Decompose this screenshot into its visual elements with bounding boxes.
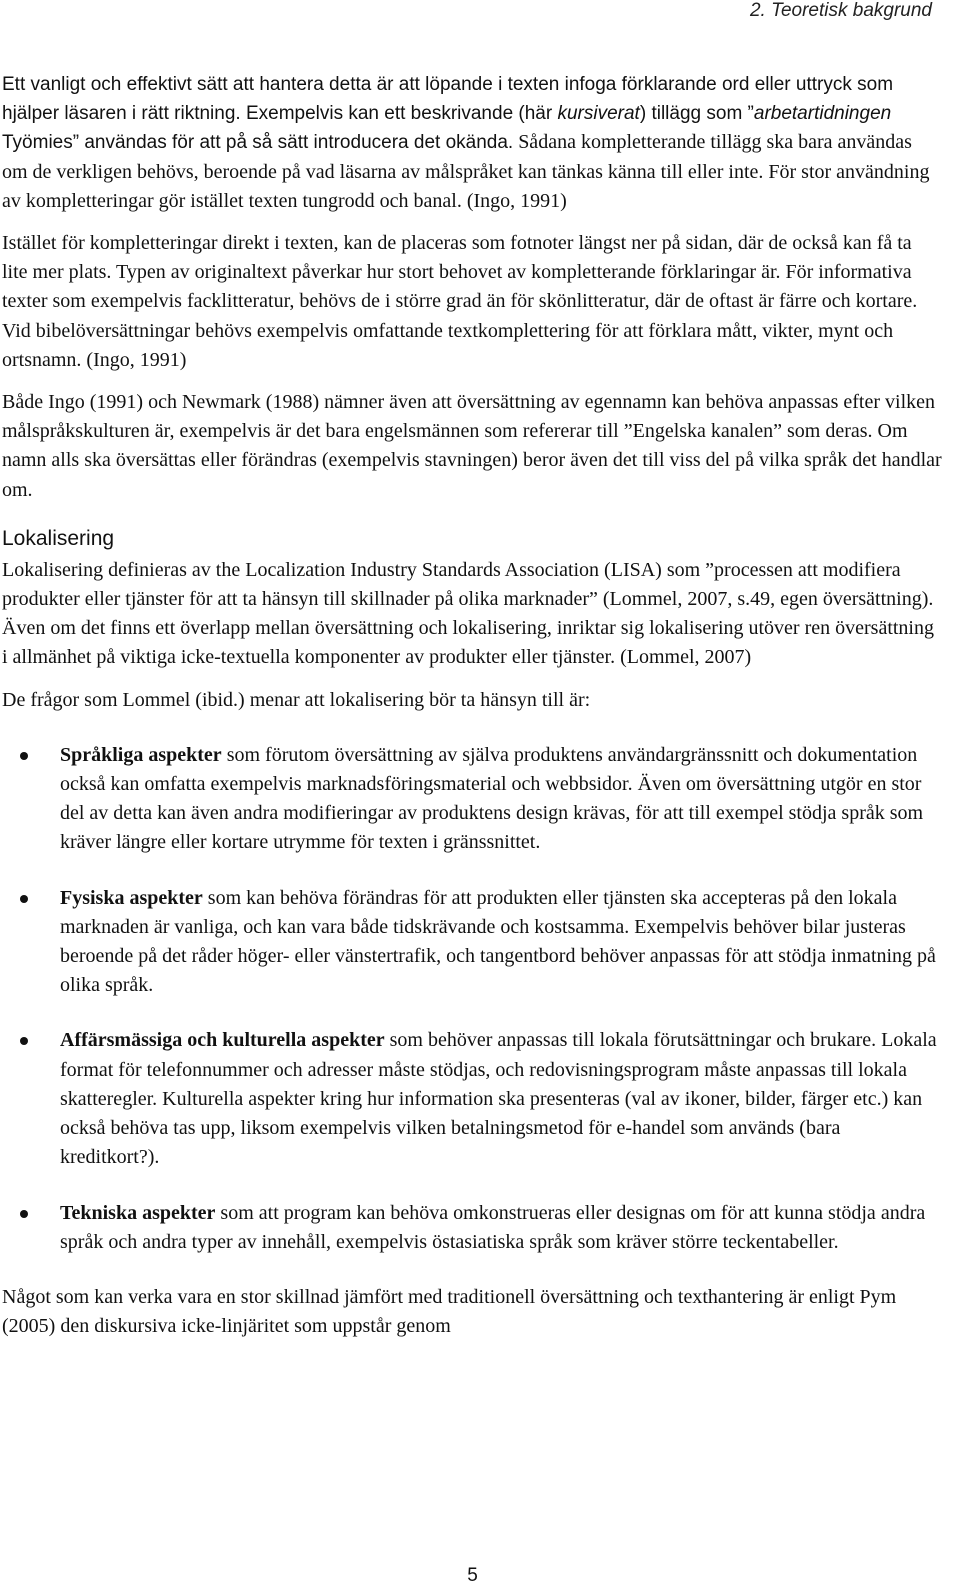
paragraph-1-sans-part: Ett vanligt och effektivt sätt att hantera detta är att löpande i texten infoga förklarande ord eller uttryck som hjälper läsaren i rätt riktning. Exempelvis kan ett beskrivande (här kursiverat) tillägg som ”arbetartidningen Työmies” användas för att på så sätt introducera det okända. (2, 74, 894, 154)
list-item (2, 1199, 942, 1257)
list-item (2, 884, 942, 1001)
section-heading-lokalisering: Lokalisering (2, 526, 115, 550)
paragraph-5: De frågor som Lommel (ibid.) menar att lokalisering bör ta hänsyn till är: (2, 688, 591, 711)
bullet-icon (20, 1037, 28, 1045)
list-item (2, 741, 942, 858)
list-item-term: Språkliga aspekter (60, 743, 222, 766)
list-item-text: som behöver anpassas till lokala förutsättningar och brukare. Lokala format för telefonnummer och adresser måste stödjas, och redovisningsprogram måste anpassas till lokala skatteregler. Kulturella aspekter kring hur information ska presenteras (val av ikoner, bilder, färger etc.) kan också behöva tas upp, liksom exempelvis vilken betalningsmetod för e-handel som används (bara kreditkort?). (60, 1029, 937, 1169)
bullet-icon (20, 895, 28, 903)
page-content (2, 70, 942, 1354)
list-item-term: Affärsmässiga och kulturella aspekter (60, 1029, 385, 1052)
paragraph-3: Både Ingo (1991) och Newmark (1988) nämner även att översättning av egennamn kan behöva anpassas efter vilken målspråkskulturen är, exempelvis är det bara engelsmännen som refererar till ”Engelska kanalen” som deras. Om namn alls ska översättas eller förändras (exempelvis stavningen) beror även det till viss del på vilka språk det handlar om. (2, 391, 942, 501)
italic-word-arbetartidningen: arbetartidningen (753, 103, 892, 125)
paragraph-2: Istället för kompletteringar direkt i texten, kan de placeras som fotnoter längst ner på sidan, där de också kan få ta lite mer plats. Typen av originaltext påverkar hur stort behovet av kompletterande förklaringar är. För informativa texter som exempelvis facklitteratur, behövs de i större grad än för skönlitteratur, där de oftast är färre och kortare. Vid bibelöversättningar behövs exempelvis omfattande textkomplettering för att förklara mått, vikter, mynt och ortsnamn. (Ingo, 1991) (2, 232, 918, 371)
list-item-text: som att program kan behöva omkonstrueras eller designas om för att kunna stödja andra språk och andra typer av innehåll, exempelvis östasiatiska språk som kräver större teckentabeller. (60, 1201, 926, 1253)
paragraph-6: Något som kan verka vara en stor skillnad jämfört med traditionell översättning och texthantering är enligt Pym (2005) den diskursiva icke-linjäritet som uppstår genom (2, 1285, 897, 1338)
list-item-text: som kan behöva förändras för att produkten eller tjänsten ska accepteras på den lokala marknaden är vanliga, och kan vara både tidskrävande och kostsamma. Exempelvis behöver bilar justeras beroende på det råder höger- eller vänstertrafik, och tangentbord behöver anpassas för att stödja inmatning på olika språk. (60, 886, 936, 997)
bullet-icon (20, 752, 28, 760)
list-item-term: Fysiska aspekter (60, 886, 203, 909)
bullet-icon (20, 1210, 28, 1218)
italic-word-kursiverat: kursiverat (557, 103, 640, 125)
page-number: 5 (467, 1565, 478, 1586)
list-item (2, 1026, 942, 1172)
list-item-text: som förutom översättning av själva produktens användargränssnitt och dokumentation också kan omfatta exempelvis marknadsföringsmaterial och webbsidor. Även om översättning utgör en stor del av detta kan även andra modifieringar av produktens design krävas, för att till exempel stödja språk som kräver längre eller kortare utrymme för texten i gränssnittet. (60, 743, 924, 854)
aspects-list (2, 741, 942, 1257)
paragraph-4: Lokalisering definieras av the Localization Industry Standards Association (LISA) som ”processen att modifiera produkter eller tjänster för att ta hänsyn till skillnader på olika marknader” (Lommel, 2007, s.49, egen översättning). Även om det finns ett överlapp mellan översättning och lokalisering, inriktar sig lokalisering utöver ren översättning i allmänhet på viktiga icke-textuella komponenter av produkter eller tjänster. (Lommel, 2007) (2, 558, 934, 669)
list-item-term: Tekniska aspekter (60, 1201, 216, 1224)
paragraph-1: Ett vanligt och effektivt sätt att hantera detta är att löpande i texten infoga förklarande ord eller uttryck som hjälper läsaren i rätt riktning. Exempelvis kan ett beskrivande (här kursiverat) tillägg som ”arbetartidningen Työmies” användas för att på så sätt introducera det okända. Sådana kompletterande tillägg ska bara användas om de verkligen behövs, beroende på vad läsarna av målspråket kan tänkas känna till eller inte. För stor användning av kompletteringar gör istället texten tungrodd och banal. (Ingo, 1991) (2, 74, 930, 212)
running-header: 2. Teoretisk bakgrund (749, 0, 932, 21)
